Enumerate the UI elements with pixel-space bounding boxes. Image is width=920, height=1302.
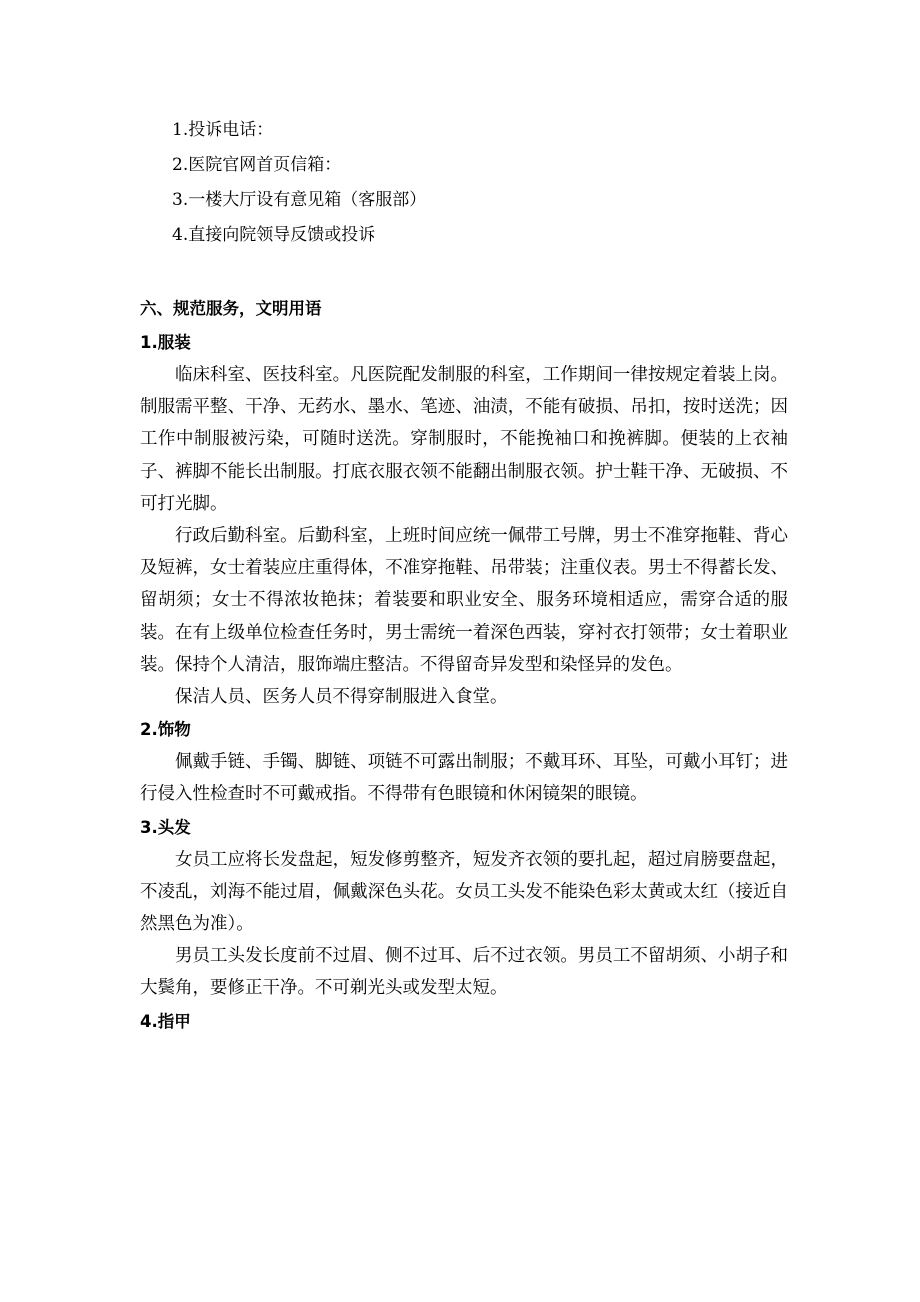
paragraph: 男员工头发长度前不过眉、侧不过耳、后不过衣领。男员工不留胡须、小胡子和大鬓角，要修正干净。不可剃光头或发型太短。 [140, 946, 788, 999]
subsection-heading-clothing: 1.服装 [140, 333, 191, 352]
subsection-heading-accessories: 2.饰物 [140, 720, 191, 740]
document-page [140, 113, 788, 1038]
section-title: 六、规范服务，文明用语 [140, 299, 322, 318]
subsection-heading-nails: 4.指甲 [140, 1011, 191, 1031]
paragraph: 佩戴手链、手镯、脚链、项链不可露出制服；不戴耳环、耳坠，可戴小耳钉；进行侵入性检查时不可戴戒指。不得带有色眼镜和休闲镜架的眼镜。 [140, 752, 788, 805]
list-item: 1.投诉电话： [172, 120, 274, 140]
subsection-heading-hair: 3.头发 [140, 817, 191, 837]
paragraph: 保洁人员、医务人员不得穿制服进入食堂。 [175, 687, 508, 708]
list-item: 3.一楼大厅设有意见箱（客服部） [172, 190, 427, 210]
paragraph: 女员工应将长发盘起，短发修剪整齐，短发齐衣领的要扎起，超过肩膀要盘起，不凌乱，刘海不能过眉，佩戴深色头花。女员工头发不能染色彩太黄或太红（接近自然黑色为准）。 [140, 849, 788, 935]
list-item: 4.直接向院领导反馈或投诉 [172, 225, 376, 245]
paragraph: 行政后勤科室。后勤科室，上班时间应统一佩带工号牌，男士不准穿拖鞋、背心及短裤，女士着装应庄重得体，不准穿拖鞋、吊带装；注重仪表。男士不得蓄长发、留胡须；女士不得浓妆艳抹；着装要和职业安全、服务环境相适应，需穿合适的服装。在有上级单位检查任务时，男士需统一着深色西装，穿衬衣打领带；女士着职业装。保持个人清洁，服饰端庄整洁。不得留奇异发型和染怪异的发色。 [140, 526, 788, 675]
paragraph: 临床科室、医技科室。凡医院配发制服的科室，工作期间一律按规定着装上岗。制服需平整、干净、无药水、墨水、笔迹、油渍，不能有破损、吊扣，按时送洗；因工作中制服被污染，可随时送洗。穿制服时，不能挽袖口和挽裤脚。便装的上衣袖子、裤脚不能长出制服。打底衣服衣领不能翻出制服衣领。护士鞋干净、无破损、不可打光脚。 [140, 365, 788, 514]
list-item: 2.医院官网首页信箱： [172, 155, 342, 175]
contact-list [140, 113, 788, 253]
